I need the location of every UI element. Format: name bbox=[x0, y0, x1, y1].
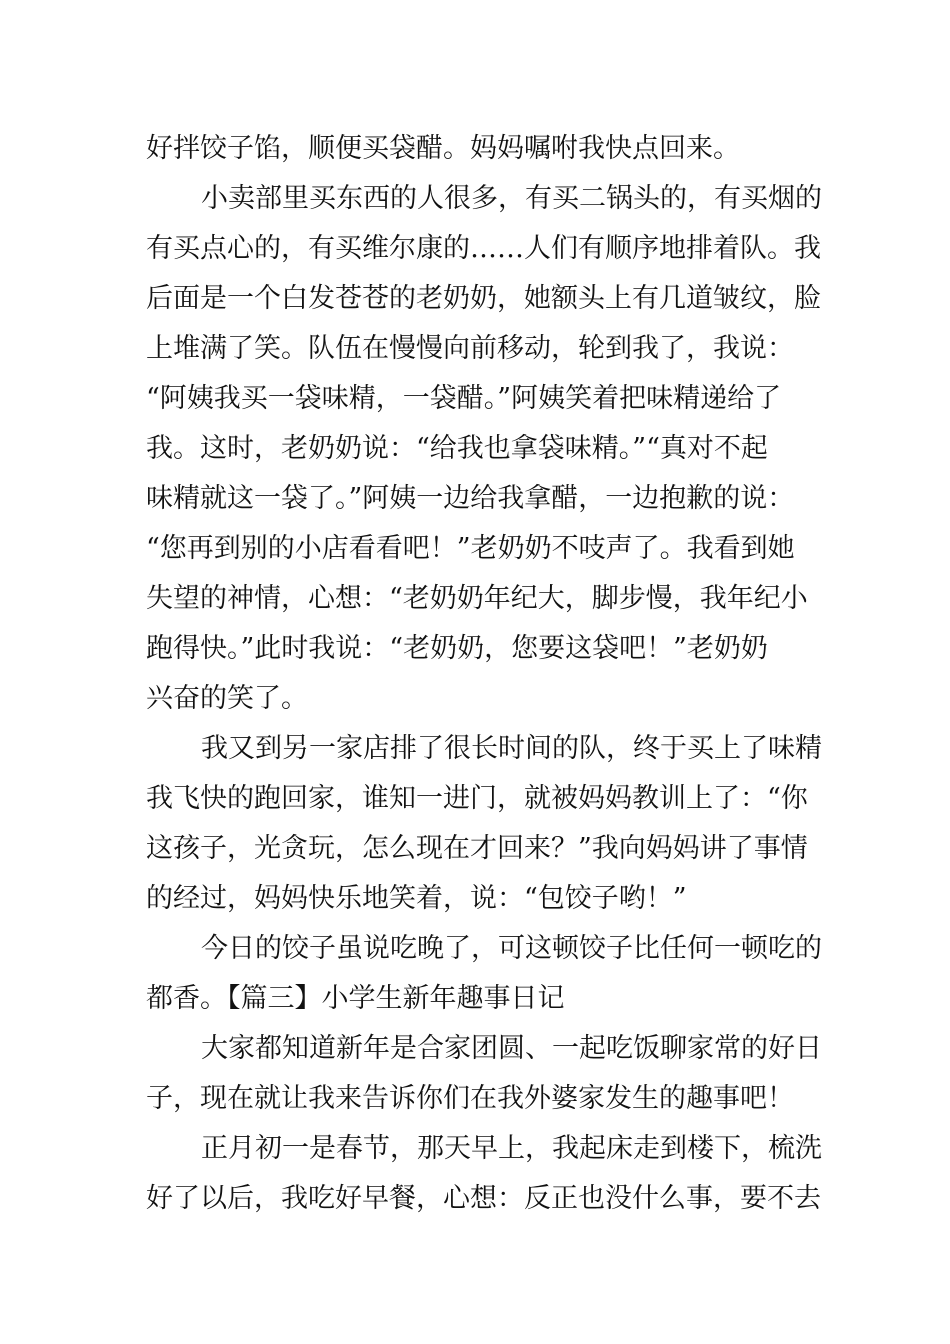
text-line: 我。这时，老奶奶说：“给我也拿袋味精。”“真对不起 bbox=[146, 433, 768, 464]
text-line: 后面是一个白发苍苍的老奶奶，她额头上有几道皱纹，脸 bbox=[146, 283, 821, 314]
document-body bbox=[146, 124, 826, 1224]
paragraph-start-line: 我又到另一家店排了很长时间的队，终于买上了味精 bbox=[201, 733, 822, 764]
text-line: 跑得快。”此时我说：“老奶奶，您要这袋吧！”老奶奶 bbox=[146, 633, 768, 664]
text-line: 好拌饺子馅，顺便买袋醋。妈妈嘱咐我快点回来。 bbox=[146, 133, 740, 164]
text-line: “阿姨我买一袋味精，一袋醋。”阿姨笑着把味精递给了 bbox=[146, 383, 782, 414]
paragraph-start-line: 小卖部里买东西的人很多，有买二锅头的，有买烟的 bbox=[201, 183, 822, 214]
text-line: “您再到别的小店看看吧！”老奶奶不吱声了。我看到她 bbox=[146, 533, 795, 564]
text-line: 好了以后，我吃好早餐，心想：反正也没什么事，要不去 bbox=[146, 1183, 821, 1214]
text-line: 兴奋的笑了。 bbox=[146, 683, 308, 714]
text-line: 的经过，妈妈快乐地笑着，说：“包饺子哟！” bbox=[146, 883, 687, 914]
paragraph-start-line: 今日的饺子虽说吃晚了，可这顿饺子比任何一顿吃的 bbox=[201, 933, 822, 964]
text-line: 有买点心的，有买维尔康的……人们有顺序地排着队。我 bbox=[146, 233, 821, 264]
paragraph-start-line: 正月初一是春节，那天早上，我起床走到楼下，梳洗 bbox=[201, 1133, 822, 1164]
text-line: 味精就这一袋了。”阿姨一边给我拿醋，一边抱歉的说： bbox=[146, 483, 795, 514]
text-line: 失望的神情，心想：“老奶奶年纪大，脚步慢，我年纪小 bbox=[146, 583, 808, 614]
text-line: 上堆满了笑。队伍在慢慢向前移动，轮到我了，我说： bbox=[146, 333, 794, 364]
text-line: 这孩子，光贪玩，怎么现在才回来？”我向妈妈讲了事情 bbox=[146, 833, 808, 864]
text-line: 我飞快的跑回家，谁知一进门，就被妈妈教训上了：“你 bbox=[146, 783, 808, 814]
text-line: 都香。【篇三】小学生新年趣事日记 bbox=[146, 983, 565, 1014]
text-line: 子，现在就让我来告诉你们在我外婆家发生的趣事吧！ bbox=[146, 1083, 794, 1114]
paragraph-start-line: 大家都知道新年是合家团圆、一起吃饭聊家常的好日 bbox=[201, 1033, 822, 1064]
